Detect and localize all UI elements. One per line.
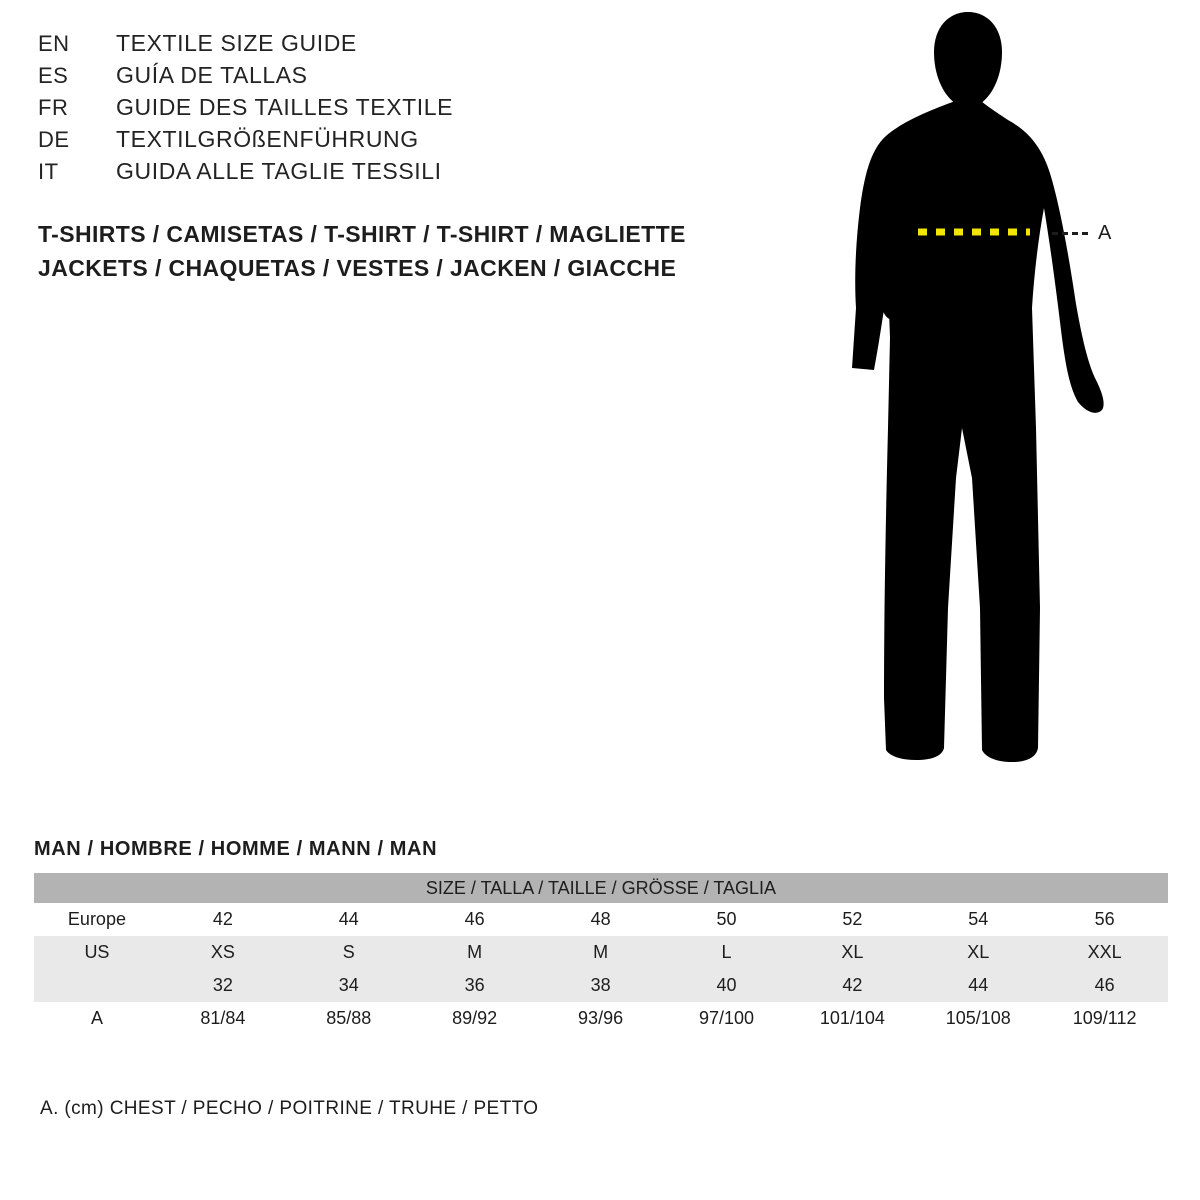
table-cell: 85/88 — [286, 1002, 412, 1035]
table-cell: 93/96 — [538, 1002, 664, 1035]
table-row — [34, 936, 1168, 969]
table-cell: 101/104 — [789, 1002, 915, 1035]
table-cell: 42 — [789, 969, 915, 1002]
table-cell: 105/108 — [915, 1002, 1041, 1035]
table-cell: XL — [915, 936, 1041, 969]
language-code: DE — [38, 127, 70, 152]
table-cell: 32 — [160, 969, 286, 1002]
language-title: GUIDA ALLE TAGLIE TESSILI — [116, 158, 442, 184]
table-cell: XS — [160, 936, 286, 969]
table-band-title-row — [34, 873, 1168, 903]
language-title: TEXTILGRÖßENFÜHRUNG — [116, 126, 419, 152]
table-group-heading: MAN / HOMBRE / HOMME / MANN / MAN — [34, 838, 438, 860]
language-row — [38, 126, 738, 158]
category-tshirts: T-SHIRTS / CAMISETAS / T-SHIRT / T-SHIRT / MAGLIETTE — [38, 221, 686, 247]
table-cell: 97/100 — [664, 1002, 790, 1035]
silhouette-svg — [830, 8, 1160, 798]
table-row — [34, 969, 1168, 1002]
table-cell: 34 — [286, 969, 412, 1002]
row-label: Europe — [34, 903, 160, 936]
table-row — [34, 1002, 1168, 1035]
table-cell: 50 — [664, 903, 790, 936]
language-code: FR — [38, 95, 69, 120]
table-cell: 109/112 — [1041, 1002, 1168, 1035]
category-jackets: JACKETS / CHAQUETAS / VESTES / JACKEN / GIACCHE — [38, 254, 677, 281]
table-cell: 81/84 — [160, 1002, 286, 1035]
table-cell: 36 — [412, 969, 538, 1002]
table-cell: 56 — [1041, 903, 1168, 936]
language-row — [38, 158, 738, 190]
language-list — [38, 30, 738, 190]
table-cell: 89/92 — [412, 1002, 538, 1035]
table-cell: 38 — [538, 969, 664, 1002]
language-code: ES — [38, 63, 69, 88]
language-code: IT — [38, 159, 59, 184]
measurement-footnote: A. (cm) CHEST / PECHO / POITRINE / TRUHE / PETTO — [40, 1098, 539, 1119]
row-label: A — [34, 1002, 160, 1035]
language-title: GUIDE DES TAILLES TEXTILE — [116, 94, 454, 120]
table-cell: XL — [789, 936, 915, 969]
language-title: TEXTILE SIZE GUIDE — [116, 30, 357, 56]
table-cell: 48 — [538, 903, 664, 936]
table-cell: 52 — [789, 903, 915, 936]
table-cell: 44 — [915, 969, 1041, 1002]
row-label — [34, 969, 160, 1002]
table-row — [34, 903, 1168, 936]
table-cell: 46 — [412, 903, 538, 936]
table-cell: 46 — [1041, 969, 1168, 1002]
measure-leader-line — [1052, 232, 1088, 235]
table-cell: S — [286, 936, 412, 969]
language-title: GUÍA DE TALLAS — [116, 62, 308, 88]
head-shape — [934, 12, 1002, 104]
male-silhouette-diagram — [830, 8, 1160, 798]
language-row — [38, 30, 738, 62]
language-row — [38, 94, 738, 126]
table-cell: 42 — [160, 903, 286, 936]
table-cell: XXL — [1041, 936, 1168, 969]
size-table-section — [34, 838, 1168, 1035]
language-row — [38, 62, 738, 94]
table-cell: M — [412, 936, 538, 969]
table-cell: 54 — [915, 903, 1041, 936]
table-cell: L — [664, 936, 790, 969]
table-band-title: SIZE / TALLA / TAILLE / GRÖSSE / TAGLIA — [34, 873, 1168, 903]
measure-label-a: A — [1098, 222, 1112, 244]
table-cell: 44 — [286, 903, 412, 936]
garment-categories — [38, 218, 798, 286]
language-code: EN — [38, 31, 70, 56]
size-table — [34, 873, 1168, 1035]
table-cell: 40 — [664, 969, 790, 1002]
row-label: US — [34, 936, 160, 969]
table-cell: M — [538, 936, 664, 969]
